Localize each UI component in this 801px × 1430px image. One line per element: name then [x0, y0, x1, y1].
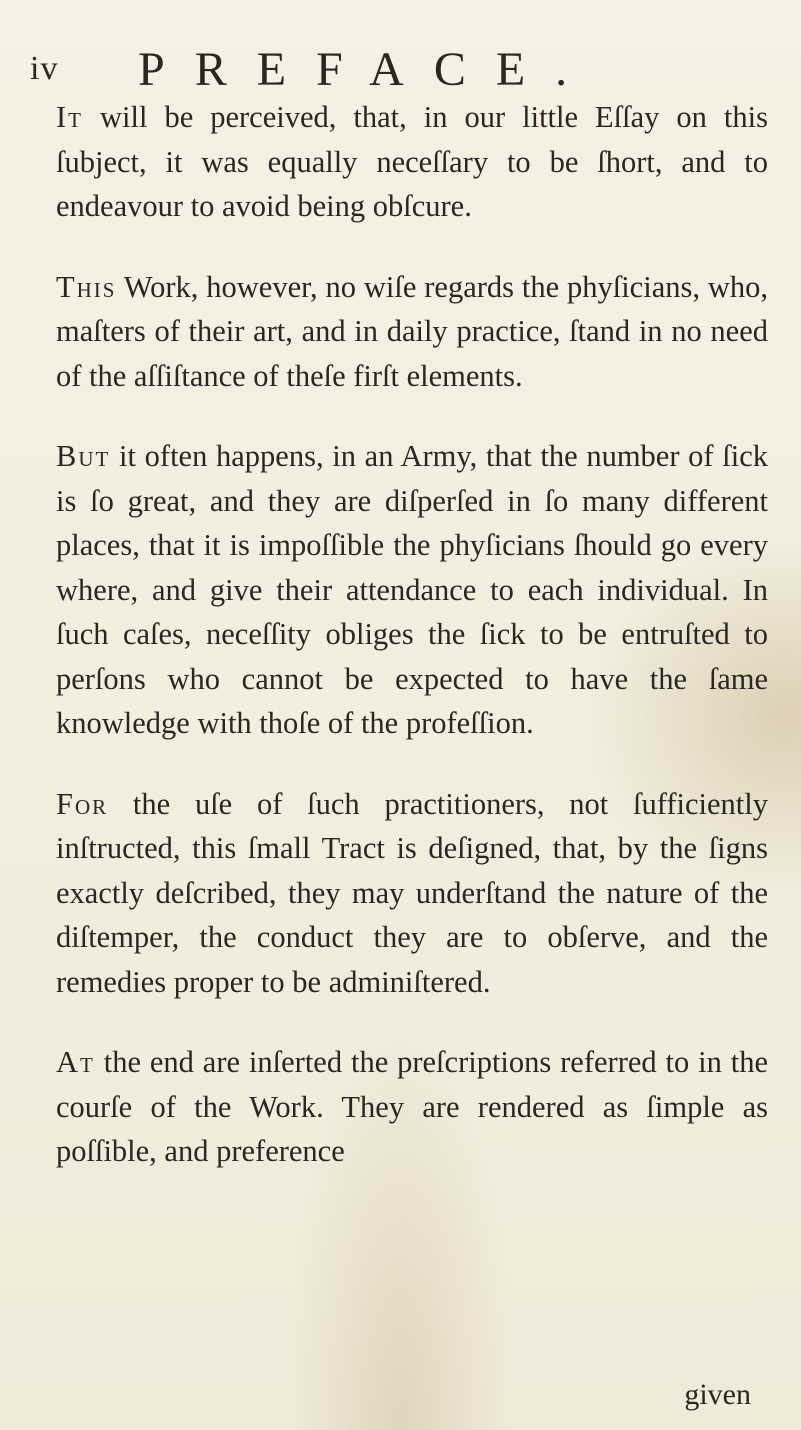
paragraph-4	[56, 782, 768, 1005]
paragraph-text: will be perceived, that, in our little Eſſay on this ſubject, it was equally neceſſary to be ſhort, and to endeavour to avoid being obſcure.	[56, 100, 768, 223]
catchword: given	[684, 1378, 751, 1411]
paragraph-lead-word: But	[56, 439, 111, 473]
paragraph-text: Work, however, no wiſe regards the phyſicians, who, maſters of their art, and in daily practice, ſtand in no need of the aſſiſtance of theſe firſt elements.	[56, 269, 768, 393]
paragraph-3	[56, 434, 768, 746]
running-head: PREFACE.	[138, 43, 598, 96]
paragraph-text: the uſe of ſuch practitioners, not ſufficiently inſtructed, this ſmall Tract is deſigned, that, by the ſigns exactly deſcribed, they may underſtand the nature of the diſtemper, the conduct they are to obſerve, and the remedies proper to be adminiſtered.	[56, 786, 768, 999]
page-header	[30, 42, 770, 96]
paragraph-1	[56, 95, 768, 229]
paragraph-lead-word: At	[56, 1045, 95, 1079]
paragraph-lead-word: It	[56, 100, 83, 134]
paragraph-2	[56, 265, 768, 399]
paragraph-lead-word: For	[56, 786, 109, 821]
paragraph-lead-word: This	[56, 269, 117, 304]
paragraph-5	[56, 1040, 768, 1174]
paragraph-text: the end are inſerted the preſcriptions referred to in the courſe of the Work. They are rendered as ſimple as poſſible, and preference	[56, 1045, 768, 1168]
paragraph-text: it often happens, in an Army, that the number of ſick is ſo great, and they are diſperſed in ſo many different places, that it is impoſſible the phyſicians ſhould go every where, and give their attendance to each individual. In ſuch caſes, neceſſity obliges the ſick to be entruſted to perſons who cannot be expected to have the ſame knowledge with thoſe of the profeſſion.	[56, 439, 768, 740]
page-number: iv	[30, 50, 59, 87]
body-text	[56, 95, 768, 1210]
